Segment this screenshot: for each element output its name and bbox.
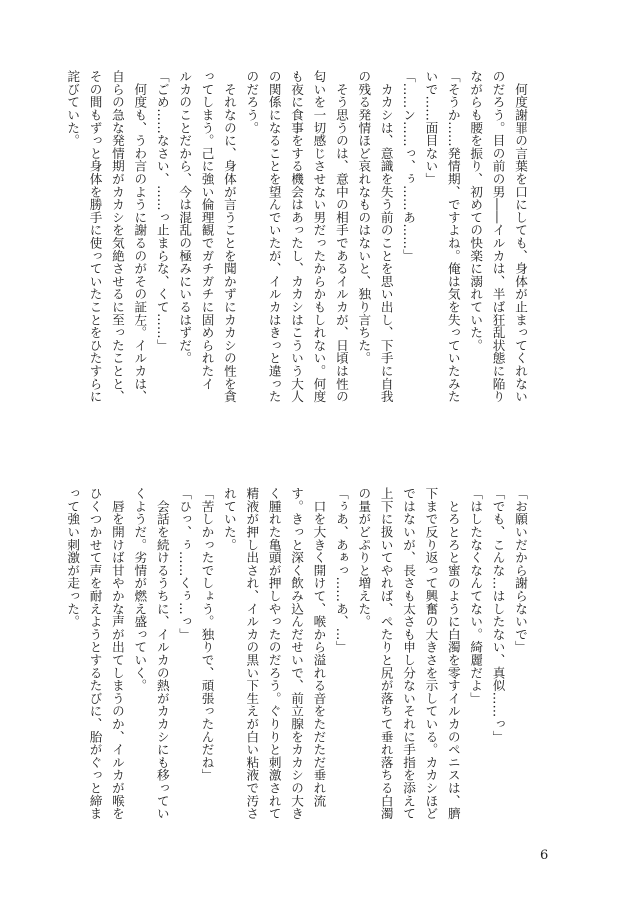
text-column: の残る発情ほど哀れなものはないと、独り言ちた。 xyxy=(356,70,372,365)
text-column: 何度も、うわ言のように謝るのがその証左。イルカは、 xyxy=(132,70,148,403)
text-column: 口を大きく開けて、喉から溢れる音をただただ垂れ流 xyxy=(311,487,327,807)
text-block-top xyxy=(61,70,531,430)
text-column: の関係になることを望んでいたが、イルカはきっと違った xyxy=(266,70,282,403)
text-column: カカシは、意識を失う前のことを思い出し、下手に自我 xyxy=(378,70,394,403)
text-column: 下まで反り返って興奮の大きさを示している。カカシほど xyxy=(423,487,439,820)
text-column: ひくつかせて声を耐えようとするたびに、胎がぐっと締ま xyxy=(87,487,103,820)
text-column: 「お願いだから謝らないで」 xyxy=(513,487,528,654)
text-column: 自らの急な発情期がカカシを気絶させるに至ったことと、 xyxy=(109,70,125,403)
text-column: く腫れた亀頭が押しやったのだろう。ぐりりと刺激されて xyxy=(266,487,282,820)
text-column: ルカのことだから、今は混乱の極みにいるはずだ。 xyxy=(177,70,193,365)
text-column: ってしまう。己に強い倫理観でガチガチに固められたイ xyxy=(199,70,215,390)
text-column: 「ひっ、ぅ……くぅ…っ」 xyxy=(177,487,193,641)
text-column: いで……面目ない」 xyxy=(423,70,439,186)
text-column: ではないが、長さも太さも申し分ないそれに手指を添えて xyxy=(401,487,417,820)
text-column: 上下に扱いてやれば、ぺたりと尻が落ちて垂れ落ちる白濁 xyxy=(378,487,394,820)
text-column: って強い刺激が走った。 xyxy=(65,487,81,628)
text-column: 匂いを一切感じさせない男だったからかもしれない。何度 xyxy=(311,70,327,403)
text-column: とろとろと蜜のように白濁を零すイルカのペニスは、臍 xyxy=(445,487,461,820)
text-column: れていた。 xyxy=(221,487,237,551)
text-column: 「そうか……発情期、ですよね。俺は気を失っていたみた xyxy=(445,70,461,403)
text-column: 唇を開けば甘やかな声が出てしまうのか、イルカが喉を xyxy=(109,487,125,820)
text-column: も夜に食事をする機会はあったし、カカシはこういう大人 xyxy=(289,70,305,403)
text-column: ながらも腰を振り、初めての快楽に溺れていた。 xyxy=(468,70,484,352)
text-column: 詫びていた。 xyxy=(65,70,81,147)
text-column: 「……ン……っ、ぅ……あ……」 xyxy=(401,70,417,262)
text-column: 精液が押し出され、イルカの黒い下生えが白い粘液で汚さ xyxy=(244,487,260,820)
text-column: そう思うのは、意中の相手であるイルカが、日頃は性の xyxy=(333,70,349,403)
text-column: のだろう。 xyxy=(244,70,260,134)
page-number: 6 xyxy=(540,848,549,863)
text-column: す。きっと深く飲み込んだせいで、前立腺をカカシの大き xyxy=(289,487,305,820)
text-column: 「でも、こんな…はしたない、真似……っ」 xyxy=(490,487,506,743)
text-column: 「ごめ……なさい、……っ止まらな、くて……」 xyxy=(154,70,170,352)
text-column: 「はしたなくなんてない。綺麗だよ」 xyxy=(468,487,484,705)
text-column: その間もずっと身体を勝手に使っていたことをひたすらに xyxy=(87,70,103,403)
text-column: のだろう。目の前の男――イルカは、半ば狂乱状態に陥り xyxy=(490,70,506,403)
text-column: くようだ。劣情が燃え盛っていく。 xyxy=(132,487,148,692)
text-column: 何度謝罪の言葉を口にしても、身体が止まってくれない xyxy=(513,70,528,403)
text-column: 「ぅあ、あぁっ……あ、…」 xyxy=(333,487,349,654)
text-column: 「苦しかったでしょう。独りで、頑張ったんだね」 xyxy=(199,487,215,782)
text-column: の量がどぷりと増えた。 xyxy=(356,487,372,628)
text-column: 会話を続けるうちに、イルカの熱がカカシにも移ってい xyxy=(154,487,170,820)
text-column: それなのに、身体が言うことを聞かずにカカシの性を貪 xyxy=(221,70,237,403)
text-block-bottom xyxy=(61,487,531,827)
